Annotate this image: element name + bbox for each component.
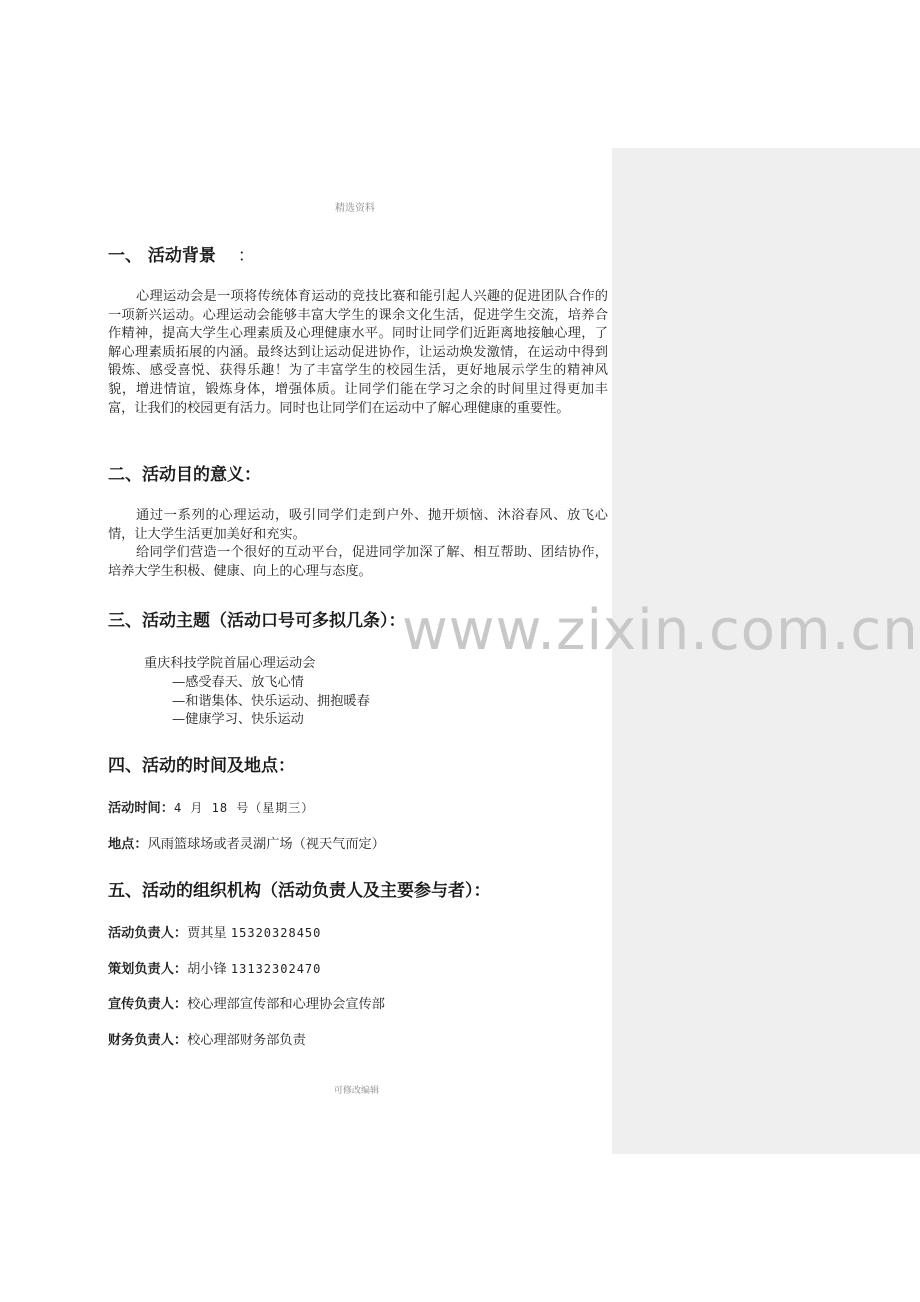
section-2-paragraph-2: 给同学们营造一个很好的互动平台，促进同学加深了解、相互帮助、团结协作，培养大学生积极、健康、向上的心理与态度。 — [108, 545, 608, 579]
slogan-line-1: 重庆科技学院首届心理运动会 — [144, 656, 316, 671]
section-2-body — [108, 507, 608, 581]
section-5-heading: 五、活动的组织机构（活动负责人及主要参与者）： — [108, 881, 491, 901]
section-1-colon: ： — [237, 246, 255, 266]
section-3-heading: 三、活动主题（活动口号可多拟几条）： — [108, 611, 406, 631]
slogan-line-2: —感受春天、放飞心情 — [172, 675, 304, 690]
time-row — [108, 797, 314, 816]
place-row — [108, 833, 385, 852]
planner-label: 策划负责人： — [108, 962, 188, 977]
planner-row — [108, 958, 321, 977]
leader-row — [108, 922, 321, 941]
finance-label: 财务负责人： — [108, 1033, 188, 1048]
planner-name: 胡小锋 — [187, 962, 231, 977]
publicity-value: 校心理部宣传部和心理协会宣传部 — [187, 997, 385, 1012]
header-note: 精选资料 — [335, 203, 375, 214]
place-value: 风雨篮球场或者灵湖广场（视天气而定） — [147, 837, 385, 852]
section-4-heading: 四、活动的时间及地点： — [108, 756, 295, 776]
section-1-title: 一、 活动背景 — [108, 246, 216, 266]
finance-row — [108, 1029, 306, 1048]
finance-value: 校心理部财务部负责 — [187, 1033, 306, 1048]
section-1-paragraph: 心理运动会是一项将传统体育运动的竞技比赛和能引起人兴趣的促进团队合作的一项新兴运动。心理运动会能够丰富大学生的课余文化生活，促进学生交流，培养合作精神，提高大学生心理素质及心理健康水平。同时让同学们近距离地接触心理，了解心理素质拓展的内涵。最终达到让运动促进协作，让运动焕发激情，在运动中得到锻炼、感受喜悦、获得乐趣！为了丰富学生的校园生活，更好地展示学生的精神风貌，增进情谊，锻炼身体，增强体质。让同学们能在学习之余的时间里过得更加丰富，让我们的校园更有活力。同时也让同学们在运动中了解心理健康的重要性。 — [108, 289, 608, 416]
place-label: 地点： — [108, 837, 148, 852]
time-label: 活动时间： — [108, 801, 174, 816]
section-2-paragraph-1: 通过一系列的心理运动，吸引同学们走到户外、抛开烦恼、沐浴春风、放飞心情，让大学生活更加美好和充实。 — [108, 508, 608, 542]
section-1-heading — [108, 241, 255, 266]
planner-phone: 13132302470 — [230, 962, 322, 976]
footer-note: 可修改编辑 — [334, 1086, 380, 1096]
section-2-heading: 二、活动目的意义： — [108, 465, 261, 485]
leader-label: 活动负责人： — [108, 926, 188, 941]
publicity-label: 宣传负责人： — [108, 997, 188, 1012]
section-1-body — [108, 288, 608, 418]
slogan-line-4: —健康学习、快乐运动 — [172, 712, 304, 727]
leader-phone: 15320328450 — [230, 926, 322, 940]
watermark: www.zixin.com.cn — [402, 598, 919, 663]
slogan-line-3: —和谐集体、快乐运动、拥抱暖春 — [172, 694, 370, 709]
publicity-row — [108, 993, 385, 1012]
time-value: 4 月 18 号（星期三） — [173, 801, 315, 815]
leader-name: 贾其星 — [187, 926, 231, 941]
